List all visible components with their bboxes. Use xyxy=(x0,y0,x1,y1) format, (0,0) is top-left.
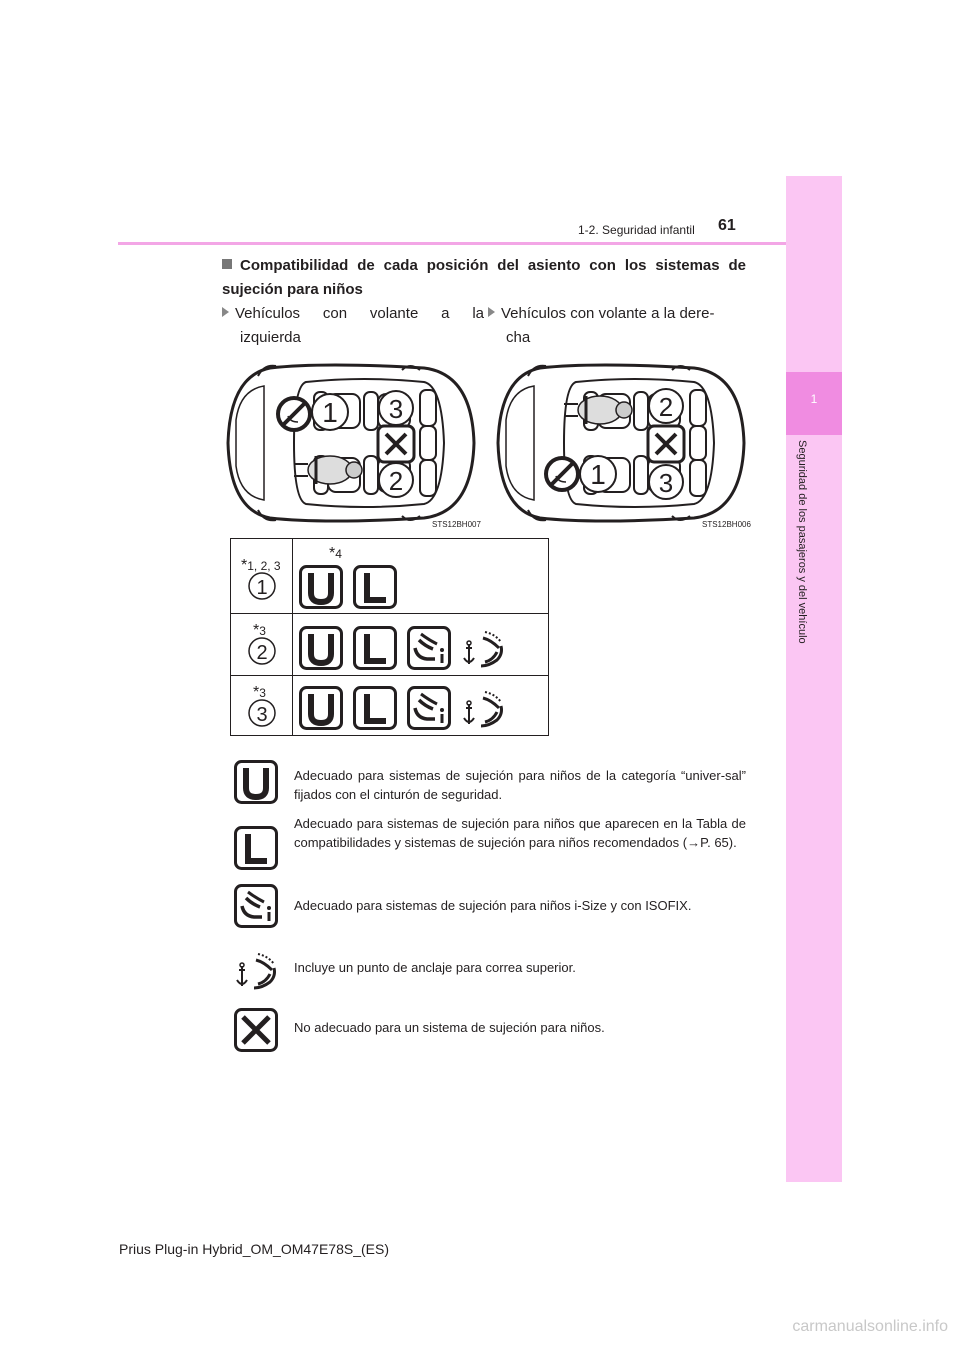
legend-text: Adecuado para sistemas de sujeción para niños i-Size y con ISOFIX. xyxy=(294,898,692,913)
section-title: 1-2. Seguridad infantil xyxy=(578,223,695,237)
heading: Compatibilidad de cada posición del asiento con los sistemas de sujeción para niños xyxy=(222,257,746,298)
table-row xyxy=(231,614,548,676)
legend-text: Adecuado para sistemas de sujeción para niños de la categoría “univer-sal” fijados con el cinturón de seguridad. xyxy=(294,768,746,802)
car-diagram-right-hand-drive xyxy=(494,360,750,531)
universal-icon xyxy=(234,760,278,804)
footnote-star: *3 xyxy=(253,684,266,701)
table-row xyxy=(231,539,548,614)
legend-text: No adecuado para un sistema de sujeción para niños. xyxy=(294,1020,605,1035)
isofix-icon xyxy=(234,884,278,928)
svg-text:3: 3 xyxy=(256,704,268,726)
footnote-star: *3 xyxy=(253,622,266,639)
subheading-right: Vehículos con volante a la dere- cha xyxy=(488,302,746,350)
seat-number-1-icon xyxy=(247,571,277,601)
legend-text: Incluye un punto de anclaje para correa superior. xyxy=(294,960,576,975)
watermark[interactable]: carmanualsonline.info xyxy=(792,1318,948,1335)
seat-3-label: 3 xyxy=(658,468,674,498)
isofix-icon xyxy=(407,686,451,730)
svg-text:1: 1 xyxy=(256,577,268,599)
svg-text:2: 2 xyxy=(256,642,268,664)
heading-bullet-icon xyxy=(222,259,232,269)
car-diagram-left-hand-drive xyxy=(224,360,480,531)
footnote-star: *4 xyxy=(329,545,342,562)
triangle-bullet-icon xyxy=(488,307,495,317)
seat-number-2-icon xyxy=(247,636,277,666)
seat-number-3-icon xyxy=(247,698,277,728)
l-category-icon xyxy=(353,686,397,730)
page-number: 61 xyxy=(718,217,736,234)
figure-code-left: STS12BH007 xyxy=(432,520,481,529)
not-suitable-icon xyxy=(234,1008,278,1052)
universal-icon xyxy=(299,565,343,609)
footnote-star: *1, 2, 3 xyxy=(241,557,281,574)
l-category-icon xyxy=(353,565,397,609)
seat-2-label: 2 xyxy=(658,392,674,422)
universal-icon xyxy=(299,626,343,670)
legend-text: Adecuado para sistemas de sujeción para niños que aparecen en la Tabla de compatibilidades y sistemas de sujeción para niños recomendados (→P. 65). xyxy=(294,816,746,850)
header-rule xyxy=(118,242,786,245)
subheading-left: Vehículos con volante a la izquierda xyxy=(222,302,484,350)
chapter-side-tab xyxy=(786,176,842,1182)
top-tether-icon xyxy=(461,686,505,730)
universal-icon xyxy=(299,686,343,730)
seat-1-label: 1 xyxy=(322,397,338,428)
footer-manual-code: Prius Plug-in Hybrid_OM_OM47E78S_(ES) xyxy=(119,1241,389,1257)
figure-code-right: STS12BH006 xyxy=(702,520,751,529)
compatibility-table xyxy=(230,538,549,736)
seat-1-label: 1 xyxy=(590,459,606,490)
chapter-label: Seguridad de los pasajeros y del vehículo xyxy=(796,440,808,644)
l-category-icon xyxy=(234,826,278,870)
top-tether-icon xyxy=(234,948,278,992)
top-tether-icon xyxy=(461,626,505,670)
table-row xyxy=(231,676,548,735)
isofix-icon xyxy=(407,626,451,670)
l-category-icon xyxy=(353,626,397,670)
triangle-bullet-icon xyxy=(222,307,229,317)
seat-3-label: 3 xyxy=(388,394,404,424)
seat-2-label: 2 xyxy=(388,466,404,496)
chapter-number: 1 xyxy=(810,392,818,406)
